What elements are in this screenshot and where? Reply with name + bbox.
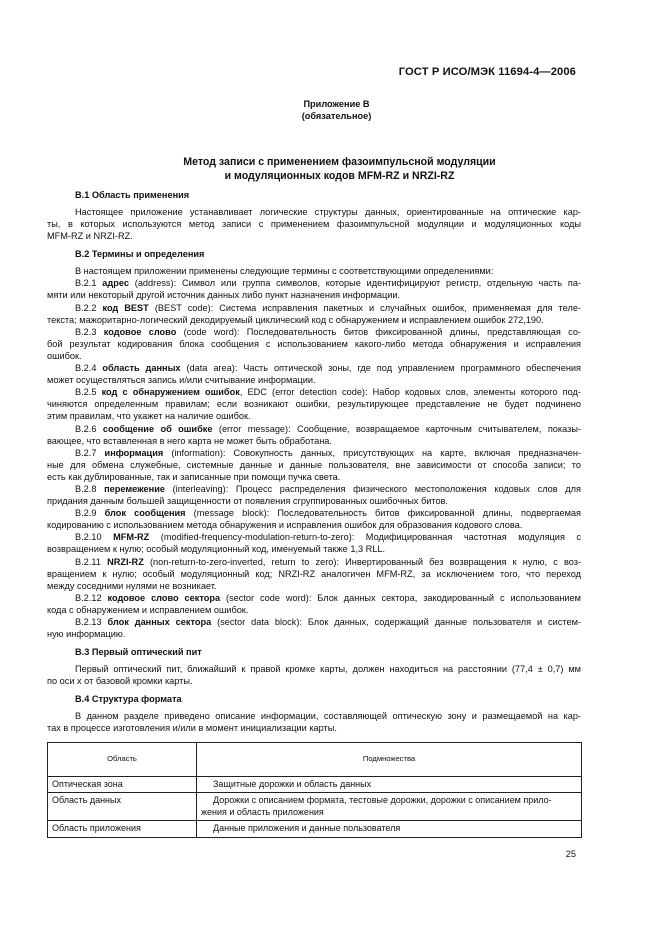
term-number: В.2.11	[75, 556, 101, 567]
term-first-line	[47, 386, 581, 398]
table-header-row	[48, 742, 582, 776]
column-header-subsets: Подмножества	[197, 742, 582, 776]
term-definition	[47, 483, 581, 507]
text-line: Первый оптический пит, ближайший к правой кромке карты, должен находиться на расстоянии (77,4 ± 0,7) мм	[75, 664, 581, 675]
title-line-1: Метод записи с применением фазоимпульсной модуляции	[183, 156, 496, 168]
table-row	[48, 821, 582, 838]
section-heading-b1: В.1 Область применения	[75, 190, 190, 200]
section-b3-text	[47, 663, 581, 687]
text-line: В данном разделе приведено описание информации, составляющей оптическую зону и размещаемой на кар-	[75, 711, 581, 722]
subsets-line: Защитные дорожки и область данных	[213, 778, 372, 789]
term-first-line	[47, 507, 581, 519]
text-line: текста; мажоритарно-логический декодируемый циклический код с обнаружением и исправлением ошибок 272,190.	[47, 314, 544, 325]
text-line: вращением к нулю; особый модуляционный код; NRZI-RZ аналогичен MFM-RZ, за исключением того, что переход	[47, 568, 581, 579]
text-line: чиняются определенным правилам; если возникают ошибки, результирующее представление не будет подчинено	[47, 399, 581, 410]
term-first-line	[47, 277, 581, 289]
text-line: кодированию с использованием метода обнаружения и исправления ошибок для образования кодового слова.	[47, 520, 523, 531]
term-first-line	[47, 326, 581, 338]
subsets-cell	[197, 793, 582, 821]
term-definition	[47, 592, 581, 616]
term-name: блок сообщения	[104, 508, 186, 519]
term-name: код с обнаружением ошибок	[101, 387, 240, 398]
term-text: (sector data block): Блок данных, содержащий данные пользователя и систем-	[217, 617, 581, 627]
text-line: мяти или некоторый другой источник данных либо пункт назначения информации.	[47, 290, 401, 301]
text-line: по оси x от базовой кромки карты.	[47, 676, 193, 687]
terms-list	[47, 277, 581, 640]
term-definition	[47, 447, 581, 483]
term-number: В.2.6	[75, 423, 97, 434]
term-text: (non-return-to-zero-inverted, return to zero): Инвертированный без возвращения к нулю, с воз-	[149, 556, 581, 567]
term-text: (address): Символ или группа символов, которые идентифицируют регистр, отдельную часть па-	[134, 278, 581, 289]
section-heading-b4: В.4 Структура формата	[75, 694, 182, 705]
term-first-line	[47, 531, 581, 543]
term-text: (information): Совокупность данных, присутствующих на карте, включая предназначен-	[171, 447, 581, 458]
term-text: (modified-frequency-modulation-return-to-zero): Модифицированная частотная модуляция с	[160, 532, 581, 543]
term-text: (data area): Часть оптической зоны, где под управлением программного обеспечения	[186, 363, 581, 374]
term-text: (error message): Сообщение, возвращаемое карточным считывателем, показы-	[218, 423, 581, 434]
term-number: В.2.12	[75, 592, 102, 603]
text-line: кода с обнаружением и исправлением ошибок.	[47, 604, 249, 615]
term-first-line	[47, 362, 581, 374]
term-text: (sector code word): Блок данных сектора, закодированный с использованием	[226, 592, 581, 603]
text-line: MFM-RZ и NRZI-RZ.	[47, 231, 133, 242]
term-number: В.2.10	[75, 532, 102, 543]
term-number: В.2.2	[75, 302, 97, 313]
term-first-line	[47, 483, 581, 495]
subsets-cell	[197, 776, 582, 793]
term-name: кодовое слово	[103, 326, 177, 337]
term-number: В.2.7	[75, 447, 97, 458]
subsets-line: Данные приложения и данные пользователя	[213, 823, 401, 834]
term-number: В.2.9	[75, 508, 97, 519]
annex-title: Приложение В	[303, 99, 370, 109]
term-name: MFM-RZ	[113, 532, 150, 543]
term-text: , EDC (error detection code): Набор кодовых слов, элементы которого под-	[239, 387, 581, 398]
term-text: (code word): Последовательность битов фиксированной длины, представляющая со-	[183, 326, 581, 337]
section-b2-intro	[47, 265, 581, 277]
term-name: кодовое слово сектора	[107, 592, 221, 603]
text-line: возвращением к нулю; особый модуляционный код, именуемый также 1,3 RLL.	[47, 544, 386, 555]
term-definition	[47, 423, 581, 447]
document-title	[0, 155, 661, 183]
term-definition	[47, 507, 581, 531]
annex-heading	[0, 98, 661, 122]
term-definition	[47, 302, 581, 326]
area-cell: Оптическая зона	[48, 776, 197, 793]
text-line: придания данным большей защищенности от появления сгруппированных ошибочных битов.	[47, 496, 448, 507]
term-first-line	[47, 556, 581, 568]
term-first-line	[47, 423, 581, 435]
text-line: В настоящем приложении применены следующие термины с соответствующими определениями:	[75, 266, 494, 277]
title-line-2: и модуляционных кодов MFM-RZ и NRZI-RZ	[224, 170, 455, 182]
term-first-line	[47, 592, 581, 604]
term-definition	[47, 326, 581, 362]
section-b1-text	[47, 206, 581, 242]
format-structure-table	[47, 742, 582, 838]
text-line: ные для обмена служебные, системные данные и данные пользователя, вне зависимости от способа записи; то	[47, 459, 581, 470]
term-number: В.2.4	[75, 363, 97, 374]
subsets-cell	[197, 821, 582, 838]
text-line: Настоящее приложение устанавливает логические структуры данных, ориентированные на оптические кар-	[75, 207, 581, 217]
area-cell: Область данных	[48, 793, 197, 821]
term-name: область данных	[102, 363, 181, 374]
text-line: может осуществляться запись и/или считывание информации.	[47, 375, 316, 386]
term-name: блок данных сектора	[107, 617, 212, 627]
term-definition	[47, 531, 581, 555]
term-number: В.2.3	[75, 326, 97, 337]
text-line: ную информацию.	[47, 629, 126, 640]
term-definition	[47, 556, 581, 592]
term-first-line	[47, 447, 581, 459]
term-name: перемежение	[104, 483, 165, 494]
text-line: бой результат кодирования блока сообщения с использованием какого-либо метода обнаружения и исправления	[47, 338, 581, 349]
text-line: этим правилам, что укажет на наличие ошибок.	[47, 411, 251, 422]
term-name: информация	[104, 447, 164, 458]
text-line: ошибок.	[47, 350, 82, 361]
term-definition	[47, 362, 581, 386]
page-number: 25	[565, 849, 576, 859]
term-number: В.2.13	[75, 617, 102, 627]
text-line: тах в процессе изготовления и/или в момент инициализации карты.	[47, 723, 337, 734]
term-name: сообщение об ошибке	[102, 423, 213, 434]
area-cell: Область приложения	[48, 821, 197, 838]
term-first-line	[47, 616, 581, 628]
standard-header: ГОСТ Р ИСО/МЭК 11694-4—2006	[398, 66, 576, 78]
section-b4-text	[47, 710, 581, 734]
text-line: ты, в которых используются метод записи с применением фазоимпульсной модуляции и модуляционных коды	[47, 219, 581, 230]
term-text: (message block): Последовательность битов фиксированной длины, подвергаемая	[193, 508, 581, 519]
term-name: NRZI-RZ	[107, 556, 144, 567]
text-line: есть как дублированные, так и записанные при помощи пучка света.	[47, 471, 341, 482]
term-definition	[47, 277, 581, 301]
term-number: В.2.1	[75, 278, 97, 289]
column-header-area: Область	[48, 742, 197, 776]
term-definition	[47, 616, 581, 640]
term-text: (interleaving): Процесс распределения физического местоположения кодовых слов для	[172, 483, 581, 494]
table-row	[48, 776, 582, 793]
term-name: адрес	[102, 278, 129, 289]
term-definition	[47, 386, 581, 422]
table-row	[48, 793, 582, 821]
annex-status: (обязательное)	[301, 111, 372, 121]
subsets-line: Дорожки с описанием формата, тестовые дорожки, дорожки с описанием прило-	[213, 795, 552, 806]
term-number: В.2.8	[75, 483, 97, 494]
term-number: В.2.5	[75, 387, 97, 398]
text-line: вающее, что вставленная в него карта не может быть обработана.	[47, 435, 332, 446]
section-heading-b3: В.3 Первый оптический пит	[75, 647, 202, 658]
subsets-line: жения и область приложения	[201, 806, 324, 817]
term-first-line	[47, 302, 581, 314]
section-heading-b2: В.2 Термины и определения	[75, 249, 205, 260]
term-name: код BEST	[102, 302, 149, 313]
document-body	[47, 189, 581, 838]
text-line: между соседними нулями не возникает.	[47, 580, 217, 591]
term-text: (BEST code): Система исправления пакетных и случайных ошибок, применяемая для теле-	[154, 302, 581, 313]
